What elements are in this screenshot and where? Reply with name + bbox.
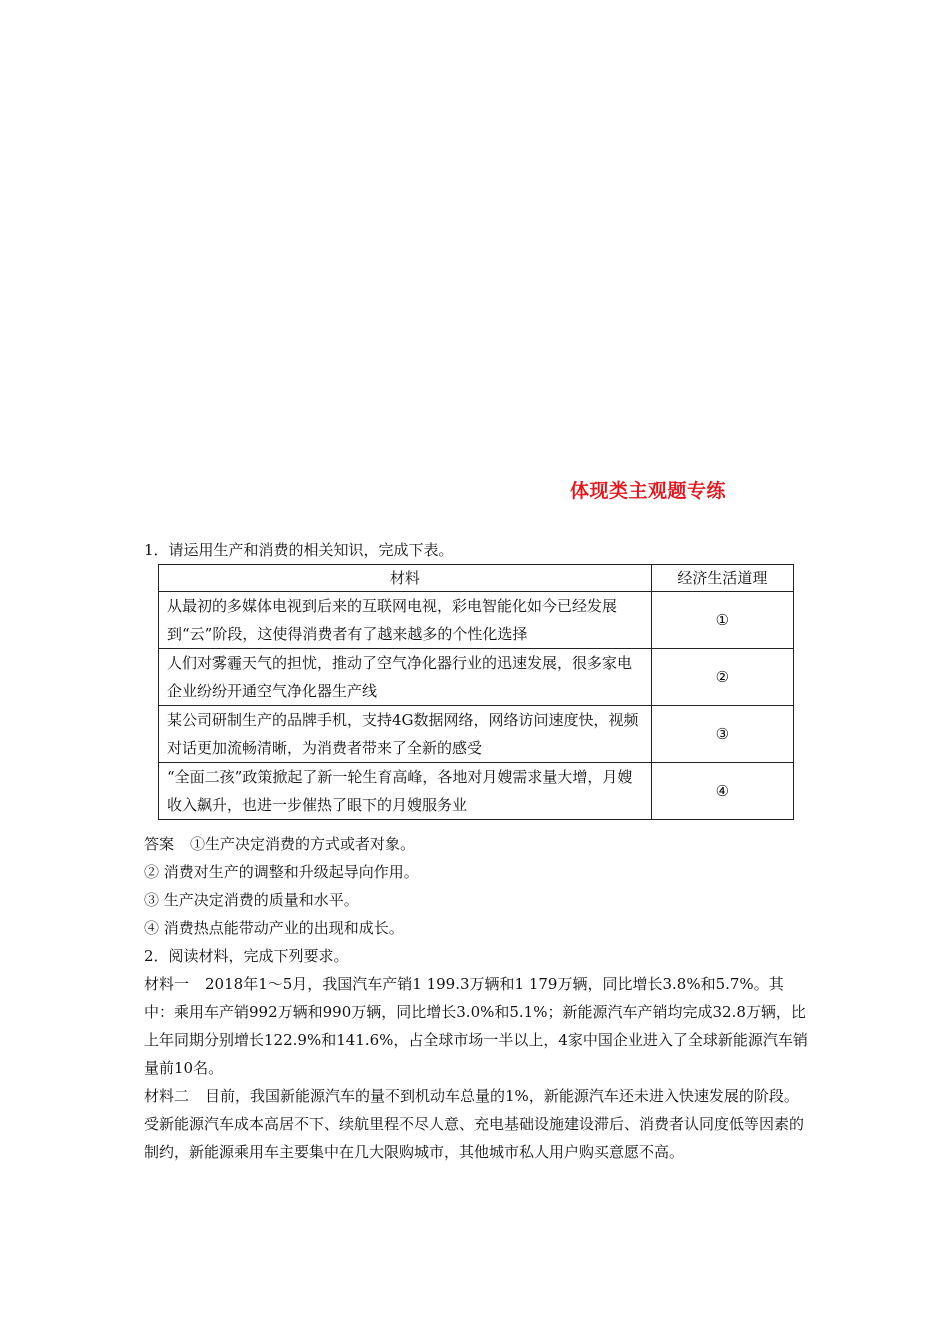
- table-cell-material: “全面二孩”政策掀起了新一轮生育高峰，各地对月嫂需求量大增，月嫂收入飙升，也进一步催热了眼下的月嫂服务业: [159, 763, 652, 820]
- page-title: 体现类主观题专练: [569, 480, 726, 502]
- table-cell-material: 人们对雾霾天气的担忧，推动了空气净化器行业的迅速发展，很多家电企业纷纷开通空气净化器生产线: [159, 649, 652, 706]
- document-body: [144, 536, 808, 1166]
- material-2-text: 目前，我国新能源汽车的量不到机动车总量的1%，新能源汽车还未进入快速发展的阶段。受新能源汽车成本高居不下、续航里程不尽人意、充电基础设施建设滞后、消费者认同度低等因素的制约，新能源乘用车主要集中在几大限购城市，其他城市私人用户购买意愿不高。: [144, 1087, 805, 1161]
- table-row: [159, 592, 794, 649]
- answer-line-3: ③ 生产决定消费的质量和水平。: [144, 891, 359, 909]
- answer-line-2: ② 消费对生产的调整和升级起导向作用。: [144, 863, 419, 881]
- material-1-text: 2018年1～5月，我国汽车产销1 199.3万辆和1 179万辆，同比增长3.8%和5.7%。其中：乘用车产销992万辆和990万辆，同比增长3.0%和5.1%；新能源汽车产销均完成32.8万辆，比上年同期分别增长122.9%和141.6%，占全球市场一半以上，4家中国企业进入了全球新能源汽车销量前10名。: [144, 975, 808, 1077]
- table-cell-mark: ③: [651, 706, 793, 763]
- table-cell-mark: ②: [651, 649, 793, 706]
- table-cell-mark: ④: [651, 763, 793, 820]
- question-1-table: [158, 564, 794, 820]
- question-1-prompt: 1．请运用生产和消费的相关知识，完成下表。: [144, 541, 454, 559]
- answer-line-1: [144, 830, 808, 858]
- table-cell-material: 从最初的多媒体电视到后来的互联网电视，彩电智能化如今已经发展到“云”阶段，这使得消费者有了越来越多的个性化选择: [159, 592, 652, 649]
- answer-line-4: ④ 消费热点能带动产业的出现和成长。: [144, 919, 404, 937]
- table-header-principle: 经济生活道理: [651, 565, 793, 592]
- table-header-row: [159, 565, 794, 592]
- table-cell-mark: ①: [651, 592, 793, 649]
- material-1-label: 材料一: [144, 975, 190, 993]
- table-row: [159, 649, 794, 706]
- material-2-paragraph: [144, 1082, 808, 1166]
- material-1-paragraph: [144, 970, 808, 1082]
- answer-label: 答案: [144, 835, 175, 853]
- table-header-material: 材料: [159, 565, 652, 592]
- table-row: [159, 706, 794, 763]
- question-2-prompt: 2．阅读材料，完成下列要求。: [144, 947, 349, 965]
- table-cell-material: 某公司研制生产的品牌手机，支持4G数据网络，网络访问速度快，视频对话更加流畅清晰，为消费者带来了全新的感受: [159, 706, 652, 763]
- answer-text: ①生产决定消费的方式或者对象。: [190, 835, 416, 853]
- table-row: [159, 763, 794, 820]
- material-2-label: 材料二: [144, 1087, 190, 1105]
